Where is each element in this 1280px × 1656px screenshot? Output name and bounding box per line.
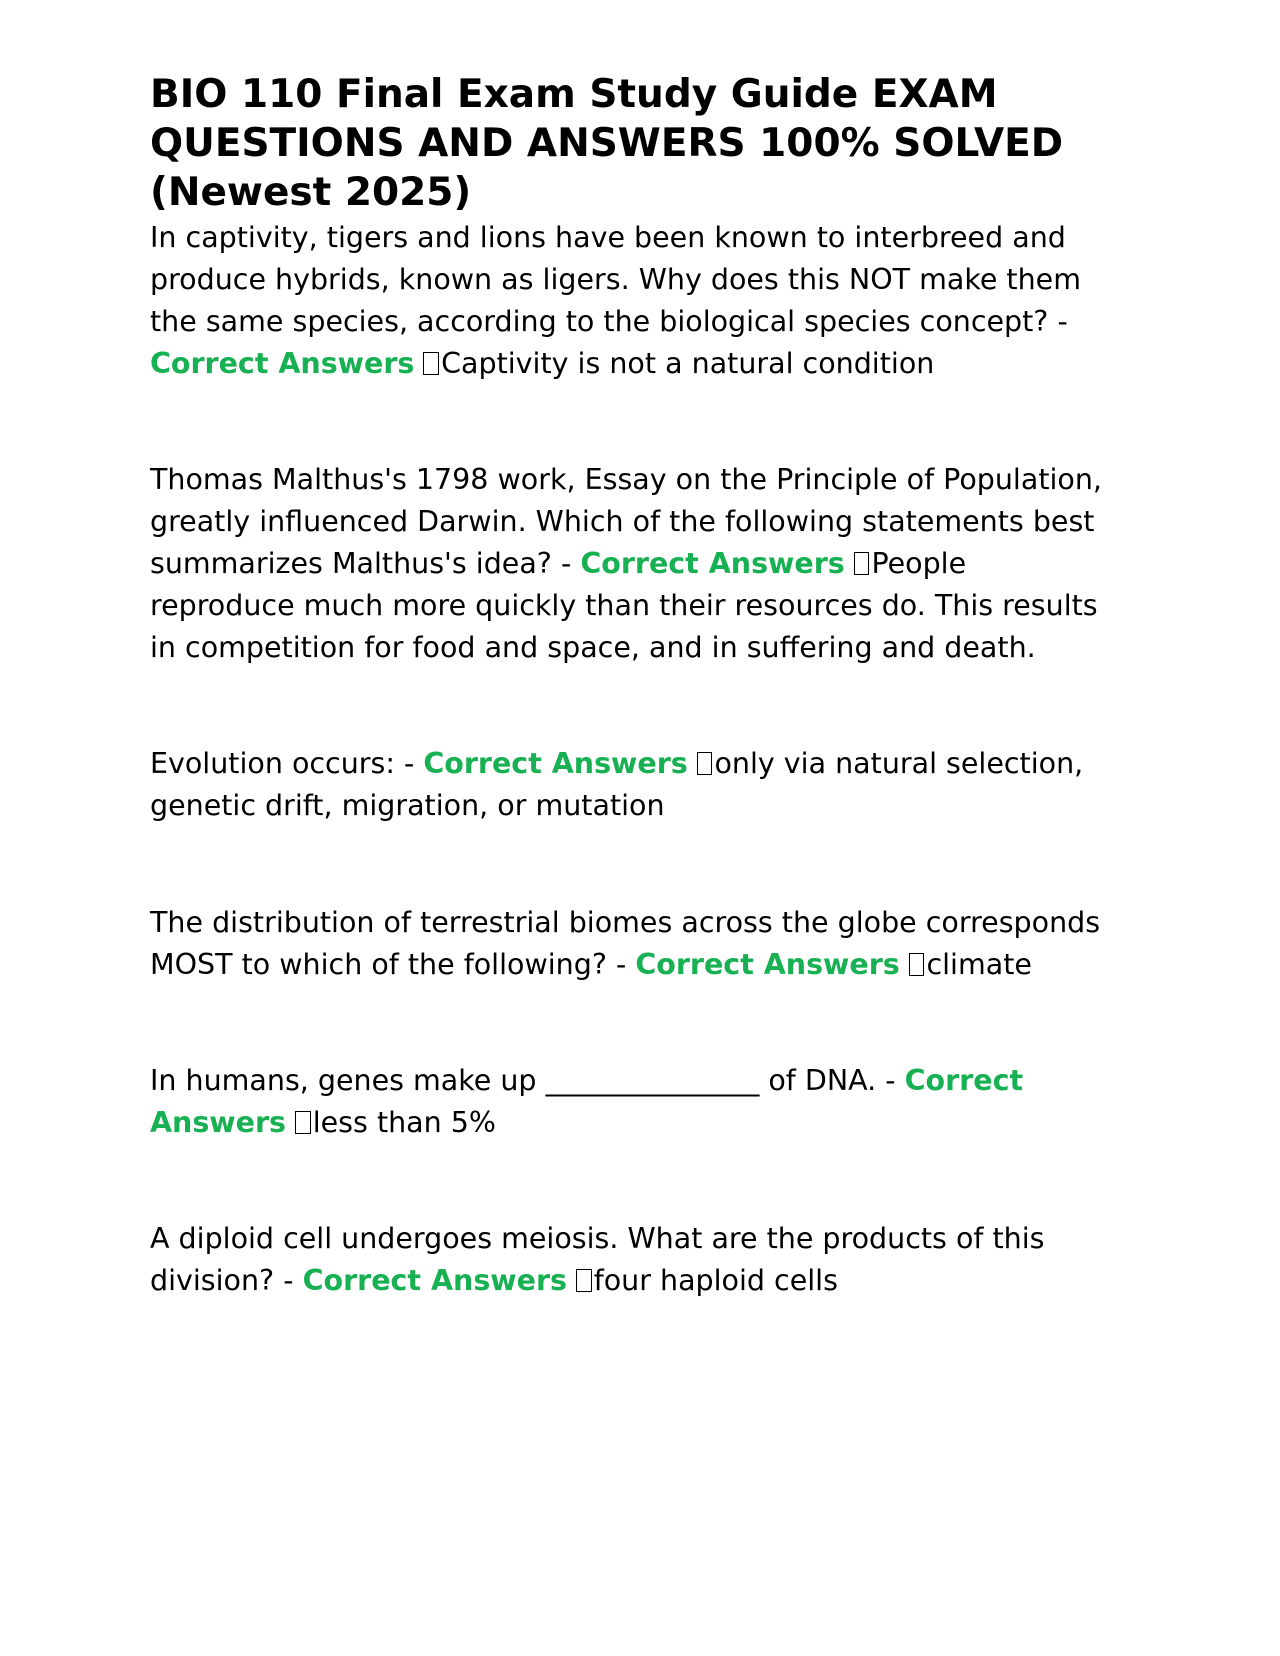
separator: - — [876, 1064, 905, 1097]
document-page — [150, 70, 1110, 1302]
qa-item — [150, 217, 1110, 385]
separator: - — [274, 1264, 303, 1297]
missing-glyph-icon — [576, 1269, 592, 1292]
qa-item — [150, 1060, 1110, 1144]
missing-glyph-icon — [854, 552, 870, 575]
qa-item — [150, 459, 1110, 669]
question-text: In captivity, tigers and lions have been known to interbreed and produce hybrids, known as ligers. Why does this NOT make them the same species, according to the biological species concept? — [150, 221, 1081, 338]
correct-answers-label: Correct Answers — [635, 948, 900, 981]
missing-glyph-icon — [909, 953, 925, 976]
missing-glyph-icon — [697, 752, 713, 775]
answer-text: climate — [926, 948, 1032, 981]
answer-text: Captivity is not a natural condition — [441, 347, 935, 380]
answer-text: People reproduce much more quickly than their resources do. This results in competition for food and space, and in suffering and death. — [150, 547, 1098, 664]
separator: - — [394, 747, 424, 780]
answer-text: less than 5% — [312, 1106, 496, 1139]
correct-answers-label: Correct Answers — [580, 547, 845, 580]
qa-item — [150, 743, 1110, 827]
question-text: Thomas Malthus's 1798 work, Essay on the Principle of Population, greatly influenced Darwin. Which of the following statements best summarizes Malthus's idea? — [150, 463, 1102, 580]
qa-item — [150, 1218, 1110, 1302]
correct-answers-label: Correct Answers — [423, 747, 688, 780]
separator: - — [1048, 305, 1068, 338]
answer-text: four haploid cells — [593, 1264, 838, 1297]
correct-answers-label: Correct Answers — [150, 347, 415, 380]
qa-item — [150, 902, 1110, 986]
missing-glyph-icon — [295, 1111, 311, 1134]
question-text: A diploid cell undergoes meiosis. What are the products of this division? — [150, 1222, 1045, 1297]
question-text: The distribution of terrestrial biomes across the globe corresponds MOST to which of the following? — [150, 906, 1101, 981]
correct-answers-label: Correct Answers — [302, 1264, 567, 1297]
answer-text: only via natural selection, genetic drift, migration, or mutation — [150, 747, 1084, 822]
separator: - — [606, 948, 636, 981]
correct-answers-label: Correct Answers — [150, 1064, 1024, 1139]
question-text: In humans, genes make up _______________ of DNA. — [150, 1064, 877, 1097]
separator: - — [551, 547, 581, 580]
document-title: BIO 110 Final Exam Study Guide EXAM QUESTIONS AND ANSWERS 100% SOLVED (Newest 2025) — [150, 72, 1064, 215]
missing-glyph-icon — [423, 352, 439, 375]
question-text: Evolution occurs: — [150, 747, 395, 780]
